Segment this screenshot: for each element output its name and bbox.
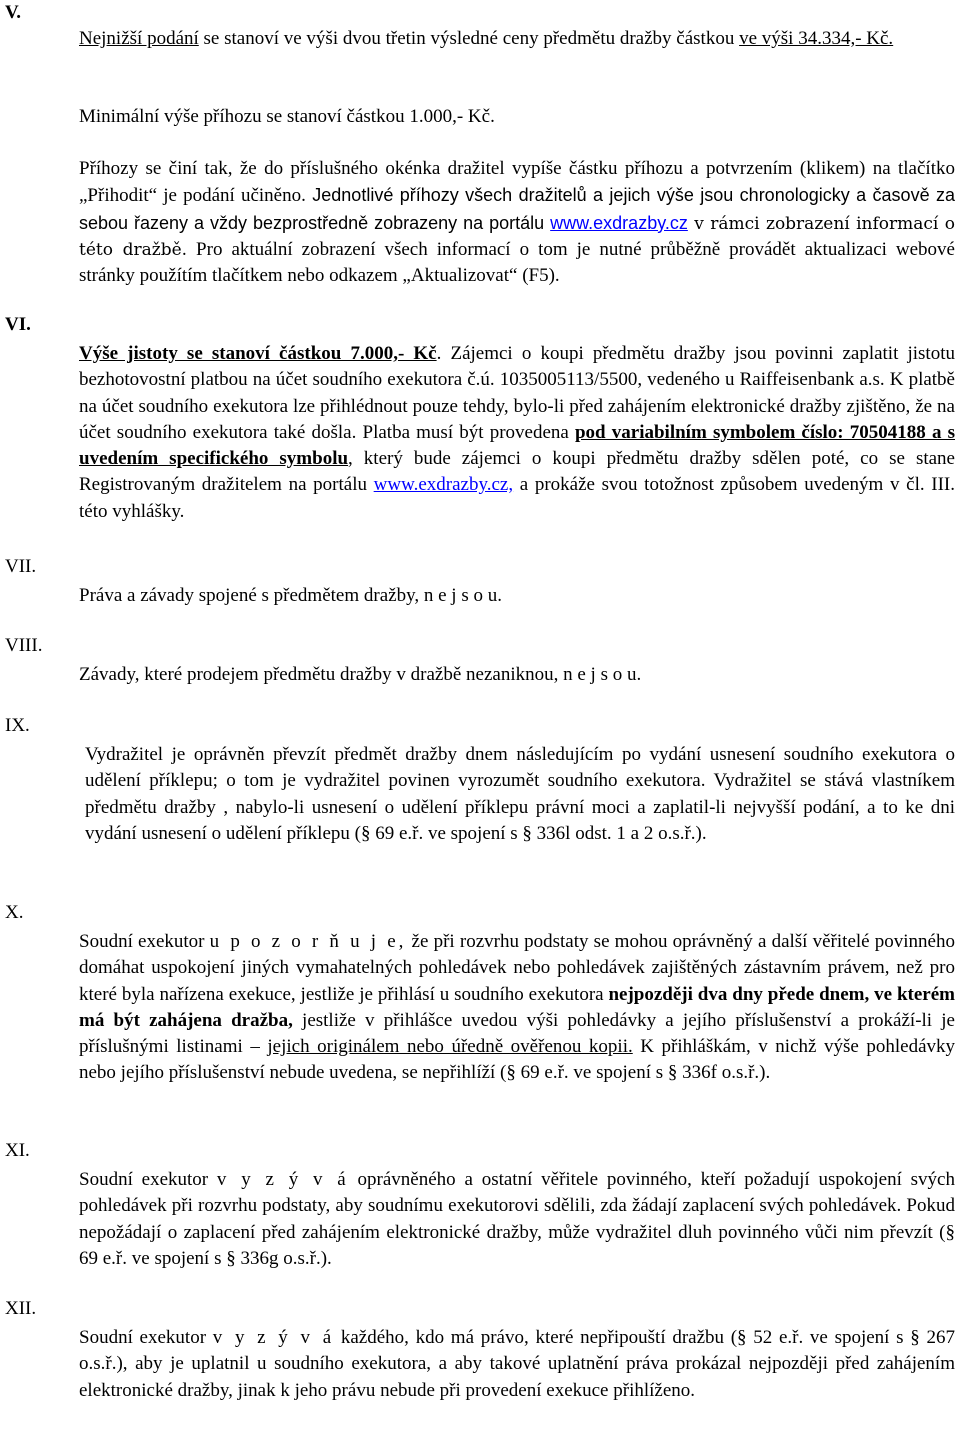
section-vii-heading: VII. (5, 556, 37, 577)
section-x-paragraph: Soudní exekutor u p o z o r ň u j e, že při rozvrhu podstaty se mohou oprávněný a další věřitelé povinného domáhat uspokojení jiných vymahatelných pohledávek nebo pohledávek zajištěných zástavním právem, než pro které byla nařízena exekuce, jestliže je přihlásí u soudního exekutora nejpozději dva dny přede dnem, ve kterém má být zahájena dražba, jestliže v přihlášce uvedou výši pohledávky a jejího příslušenství a prokáží-li je příslušnými listinami – jejich originálem nebo úředně ověřenou kopii. K přihláškám, v nichž výše pohledávky nebo jejího příslušenství nebude uvedena, se nepřihlíží (§ 69 e.ř. ve spojení s § 336f o.s.ř.). (79, 931, 956, 1084)
section-ix-paragraph: Vydražitel je oprávněn převzít předmět dražby dnem následujícím po vydání usnesení soudního exekutora o udělení příklepu; o tom je vydražitel povinen vyrozumět soudního exekutora. Vydražitel se stává vlastníkem předmětu dražby , nabylo-li usnesení o udělení příklepu právní moci a zaplatil-li nejvyšší podání, a to ke dni vydání usnesení o udělení příklepu (§ 69 e.ř. ve spojení s § 336l odst. 1 a 2 o.s.ř.). (85, 744, 955, 844)
section-vi-paragraph: Výše jistoty se stanoví částkou 7.000,- Kč. Zájemci o koupi předmětu dražby jsou povinni zaplatit jistotu bezhotovostní platbou na účet soudního exekutora č.ú. 1035005113/5500, vedeného u Raiffeisenbank a.s. K platbě na účet soudního exekutora lze přihlédnout pouze tehdy, bylo-li před zahájením elektronické dražby zjištěno, že na účet soudního exekutora také došla. Platba musí být provedena pod variabilním symbolem číslo: 70504188 a s uvedením specifického symbolu, který bude zájemci o koupi předmětu dražby sdělen poté, co se stane Registrovaným dražitelem na portálu www.exdrazby.cz, a prokáže svou totožnost způsobem uvedeným v čl. III. této vyhlášky. (79, 343, 955, 522)
section-viii-paragraph: Závady, které prodejem předmětu dražby v dražbě nezaniknou, n e j s o u. (79, 664, 642, 685)
lowest-bid-term: Nejnižší podání (79, 28, 199, 49)
section-v-paragraph-1: Nejnižší podání se stanoví ve výši dvou třetin výsledné ceny předmětu dražby částkou ve výši 34.334,- Kč. (79, 28, 894, 49)
deadline-notice: nejpozději dva dny přede dnem, ve kterém má být zahájena dražba, (79, 983, 955, 1031)
section-v-paragraph-3: Příhozy se činí tak, že do příslušného okénka dražitel vypíše částku příhozu a potvrzením (klikem) na tlačítko „Přihodit“ je podání učiněno. Jednotlivé příhozy všech dražitelů a jejich výše jsou chronologicky a časově za sebou řazeny a vždy bezprostředně zobrazeny na portálu www.exdrazby.cz v rámci zobrazení informací o této dražbě. Pro aktuální zobrazení všech informací o tom je nutné průběžně provádět aktualizaci webové stránky použítím tlačítkem nebo odkazem „Aktualizovat“ (F5). (79, 158, 955, 287)
section-xi-heading: XI. (5, 1140, 30, 1161)
original-copy-requirement: jejich originálem nebo úředně ověřenou kopii. (267, 1036, 633, 1058)
deposit-amount: Výše jistoty se stanoví částkou 7.000,- Kč (79, 343, 437, 364)
section-xi-paragraph: Soudní exekutor v y z ý v á oprávněného a ostatní věřitele povinného, kteří požadují uspokojení svých pohledávek při rozvrhu podstaty, aby soudnímu exekutorovi sdělili, zda žádají zaplacení svých pohledávek. Pokud nepožádají o zaplacení před zahájením elektronické dražby, může vydražitel dluh povinného vůči nim převzít (§ 69 e.ř. ve spojení s § 336g o.s.ř.). (79, 1169, 955, 1269)
section-v-heading: V. (5, 2, 22, 23)
section-x-heading: X. (5, 902, 24, 923)
lowest-bid-amount: ve výši 34.334,- Kč. (739, 28, 894, 49)
exdrazby-link-1[interactable]: www.exdrazby.cz (550, 212, 688, 233)
variable-symbol: pod variabilním symbolem číslo: 70504188 a s uvedením specifického symbolu (79, 421, 955, 470)
exdrazby-link-2[interactable]: www.exdrazby.cz, (373, 474, 514, 496)
section-xii-heading: XII. (5, 1298, 37, 1319)
section-xii-paragraph: Soudní exekutor v y z ý v á každého, kdo má právo, které nepřipouští dražbu (§ 52 e.ř. ve spojení s § 267 o.s.ř.), aby je uplatnil u soudního exekutora, a aby takové uplatnění práva prokázal nejpozději před zahájením elektronické dražby, jinak k jeho právu nebude při provedení exekuce přihlíženo. (79, 1327, 955, 1401)
section-ix-heading: IX. (5, 715, 30, 736)
section-v-paragraph-2: Minimální výše příhozu se stanoví částkou 1.000,- Kč. (79, 106, 495, 127)
section-viii-heading: VIII. (5, 635, 43, 656)
section-vi-heading: VI. (5, 314, 31, 335)
section-vii-paragraph: Práva a závady spojené s předmětem dražby, n e j s o u. (79, 585, 502, 606)
